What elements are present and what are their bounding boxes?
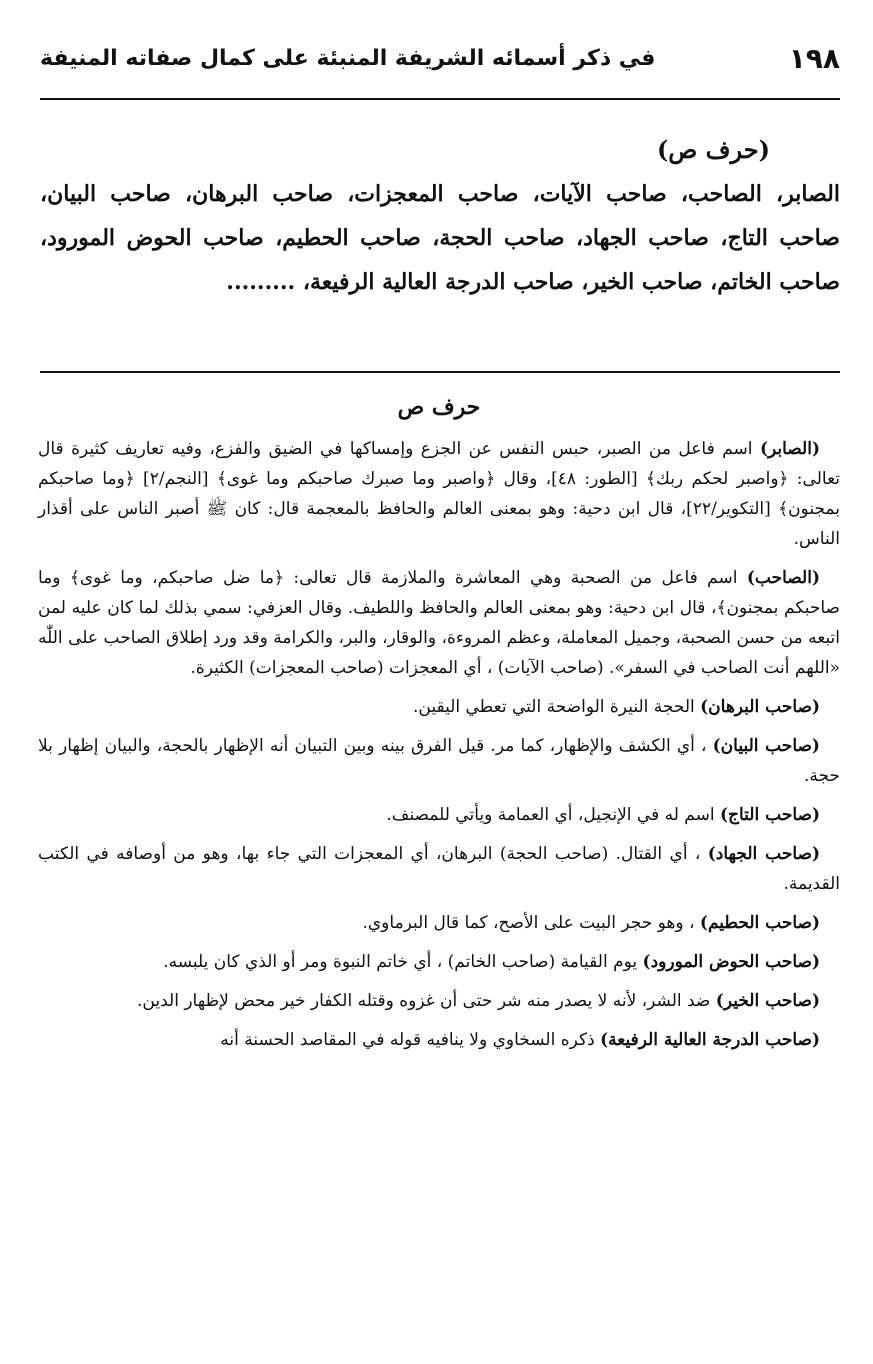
entry-text: ضد الشر، لأنه لا يصدر منه شر حتى أن غزوه وقتله الكفار خير محض لإظهار الدين. [137, 991, 716, 1011]
entry-sahib-al-hatim [38, 908, 840, 938]
entry-term: (صاحب الحطيم) [699, 913, 820, 933]
entry-text: ، أي الكشف والإظهار، كما مر. قيل الفرق بينه وبين التبيان أنه الإظهار بالحجة، والبيان إظهار بلا حجة. [38, 736, 840, 786]
section-rule [40, 371, 840, 373]
page-header [40, 40, 840, 90]
entry-term: (صاحب الدرجة العالية الرفيعة) [600, 1030, 820, 1050]
entry-term: (صاحب البرهان) [700, 697, 820, 717]
header-rule [40, 98, 840, 100]
entry-sahib-al-khayr [38, 986, 840, 1016]
entry-text: اسم فاعل من الصبر، حبس النفس عن الجزع وإمساكها في الضيق والفزع، وفيه تعاريف كثيرة قال تعالى: ﴿واصبر لحكم ربك﴾ [الطور: ٤٨]، وقال ﴿واصبر وما صبرك صاحبكم وما غوى﴾ [النجم/٢] ﴿وما صاحبكم بمجنون﴾ [التكوير/٢٢]، قال ابن دحية: وهو بمعنى العالم والحافظ بالمعجمة قال: كان ﷺ أصبر الناس على أقذار الناس. [38, 439, 840, 549]
entry-text: ، أي القتال. (صاحب الحجة) البرهان، أي المعجزات التي جاء بها، وهو من أوصافه في الكتب القديمة. [38, 844, 840, 894]
entry-term: (صاحب الخير) [715, 991, 820, 1011]
verse-block [40, 128, 840, 304]
entry-term: (صاحب الجهاد) [707, 844, 820, 864]
entry-al-sabir [38, 434, 840, 554]
entry-al-sahib [38, 563, 840, 683]
entry-text: يوم القيامة (صاحب الخاتم) ، أي خاتم النبوة ومر أو الذي كان يلبسه. [163, 952, 643, 972]
entry-term: (صاحب الحوض المورود) [642, 952, 820, 972]
entry-term: (صاحب التاج) [719, 805, 820, 825]
entry-text: اسم فاعل من الصحبة وهي المعاشرة والملازمة قال تعالى: ﴿ما ضل صاحبكم، وما غوى﴾ وما صاحبكم بمجنون﴾، قال ابن دحية: وهو بمعنى العالم والحافظ واللطيف. وقال العزفي: سمي بذلك لما كان عليه لمن اتبعه من حسن الصحبة، وجميل المعاملة، وعظم المروءة، والوقار، والبر، والكرامة وقد ورد إطلاق الصاحب على اللّٰه «اللهم أنت الصاحب في السفر». (صاحب الآيات) ، أي المعجزات (صاحب المعجزات) الكثيرة. [38, 568, 840, 678]
verse-heading: (حرف ص) [656, 135, 770, 164]
page-number: ١٩٨ [788, 42, 840, 75]
entry-text: اسم له في الإنجيل، أي العمامة ويأتي للمصنف. [386, 805, 720, 825]
entry-sahib-al-burhan [38, 692, 840, 722]
commentary-section [38, 392, 840, 1064]
commentary-title: حرف ص [397, 394, 481, 420]
entry-term: (الصابر) [759, 439, 820, 459]
entry-sahib-al-jihad [38, 839, 840, 899]
running-title: في ذكر أسمائه الشريفة المنبئة على كمال صفاته المنيفة [40, 46, 656, 71]
entry-sahib-al-daraja [38, 1025, 840, 1055]
entry-text: الحجة النيرة الواضحة التي تعطي اليقين. [413, 697, 701, 717]
entry-text: ذكره السخاوي ولا ينافيه قوله في المقاصد الحسنة أنه [220, 1030, 601, 1050]
verse-text: الصابر، الصاحب، صاحب الآيات، صاحب المعجزات، صاحب البرهان، صاحب البيان، صاحب التاج، صاحب الجهاد، صاحب الحجة، صاحب الحطيم، صاحب الحوض المورود، صاحب الخاتم، صاحب الخير، صاحب الدرجة العالية الرفيعة، ......... [40, 181, 840, 295]
entry-text: ، وهو حجر البيت على الأصح، كما قال البرماوي. [362, 913, 700, 933]
entry-sahib-al-taj [38, 800, 840, 830]
entry-term: (الصاحب) [746, 568, 820, 588]
entry-sahib-al-hawd [38, 947, 840, 977]
entry-sahib-al-bayan [38, 731, 840, 791]
entry-term: (صاحب البيان) [712, 736, 820, 756]
